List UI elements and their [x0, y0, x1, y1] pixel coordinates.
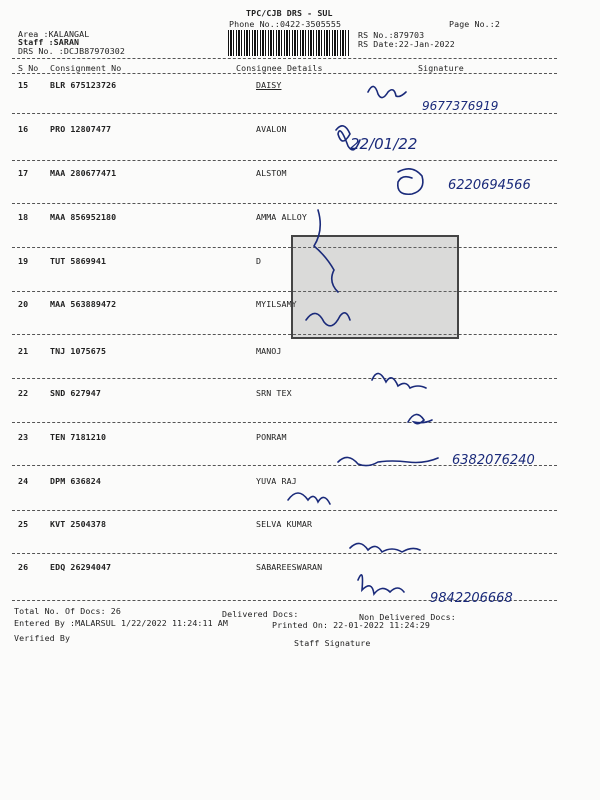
verified-by: Verified By — [14, 633, 71, 643]
signature-mark — [314, 210, 338, 292]
column-header-consignee: Consignee Details — [236, 63, 323, 73]
row-consignee: MYILSAMY — [256, 299, 297, 309]
non-delivered-docs: Non Delivered Docs: — [359, 612, 456, 622]
row-consignee: D — [256, 256, 262, 266]
row-consignment: MAA 563889472 — [50, 299, 117, 309]
signature-mark — [368, 86, 406, 97]
row-sno: 24 — [18, 476, 29, 486]
document-title: TPC/CJB DRS - SUL — [246, 8, 333, 18]
row-consignment: DPM 636824 — [50, 476, 101, 486]
row-sno: 17 — [18, 168, 29, 178]
row-consignee: AMMA ALLOY — [256, 212, 307, 222]
row-consignee: DAISY — [256, 80, 282, 90]
signature-mark — [306, 313, 350, 326]
row-consignment: KVT 2504378 — [50, 519, 107, 529]
staff-signature: Staff Signature — [294, 638, 371, 648]
row-sno: 25 — [18, 519, 29, 529]
column-header-sno: S No — [18, 63, 39, 73]
row-consignment: BLR 675123726 — [50, 80, 117, 90]
row-consignment: SND 627947 — [50, 388, 101, 398]
row-consignment: TNJ 1075675 — [50, 346, 107, 356]
row-consignment: TEN 7181210 — [50, 432, 107, 442]
row-consignee: MANOJ — [256, 346, 282, 356]
row-sno: 18 — [18, 212, 29, 222]
row-consignment: PRO 12807477 — [50, 124, 112, 134]
entered-by: Entered By :MALARSUL 1/22/2022 11:24:11 AM — [14, 618, 228, 628]
column-header-consignment: Consignment No — [50, 63, 122, 73]
handwritten-phone: 9677376919 — [422, 99, 499, 113]
row-consignment: TUT 5869941 — [50, 256, 107, 266]
signature-mark — [350, 543, 420, 552]
total-docs: Total No. Of Docs: 26 — [14, 606, 121, 616]
row-sno: 22 — [18, 388, 29, 398]
printed-on: Printed On: 22-01-2022 11:24:29 — [272, 620, 430, 630]
signature-mark — [288, 493, 330, 504]
signature-mark — [372, 373, 426, 388]
delivered-docs: Delivered Docs: — [222, 609, 299, 619]
row-sno: 26 — [18, 562, 29, 572]
row-consignee: PONRAM — [256, 432, 287, 442]
phone-number: Phone No.:0422-3505555 — [229, 19, 342, 29]
area-label: Area :KALANGAL — [18, 29, 90, 39]
row-consignment: MAA 856952180 — [50, 212, 117, 222]
signature-mark — [358, 575, 404, 594]
row-sno: 20 — [18, 299, 29, 309]
row-consignee: SABAREESWARAN — [256, 562, 323, 572]
row-sno: 15 — [18, 80, 29, 90]
handwritten-date: 22/01/22 — [350, 135, 418, 153]
row-sno: 23 — [18, 432, 29, 442]
column-header-signature: Signature — [418, 63, 464, 73]
page-number: Page No.:2 — [449, 19, 500, 29]
signature-mark — [338, 457, 438, 465]
row-sno: 21 — [18, 346, 29, 356]
row-consignee: SELVA KUMAR — [256, 519, 313, 529]
row-consignee: SRN TEX — [256, 388, 292, 398]
staff-label: Staff :SARAN — [18, 37, 80, 47]
row-consignee: ALSTOM — [256, 168, 287, 178]
handwritten-phone: 6382076240 — [452, 453, 535, 468]
handwritten-phone: 9842206668 — [430, 591, 513, 606]
handwritten-phone: 6220694566 — [448, 178, 531, 193]
signature-mark — [408, 414, 432, 423]
row-sno: 19 — [18, 256, 29, 266]
row-consignee: AVALON — [256, 124, 287, 134]
rs-number: RS No.:879703 — [358, 30, 425, 40]
row-consignee: YUVA RAJ — [256, 476, 297, 486]
row-sno: 16 — [18, 124, 29, 134]
row-consignment: EDQ 26294047 — [50, 562, 112, 572]
row-consignment: MAA 280677471 — [50, 168, 117, 178]
signature-mark — [398, 169, 423, 194]
rs-date: RS Date:22-Jan-2022 — [358, 39, 455, 49]
drs-number: DRS No. :DCJB87970302 — [18, 46, 125, 56]
